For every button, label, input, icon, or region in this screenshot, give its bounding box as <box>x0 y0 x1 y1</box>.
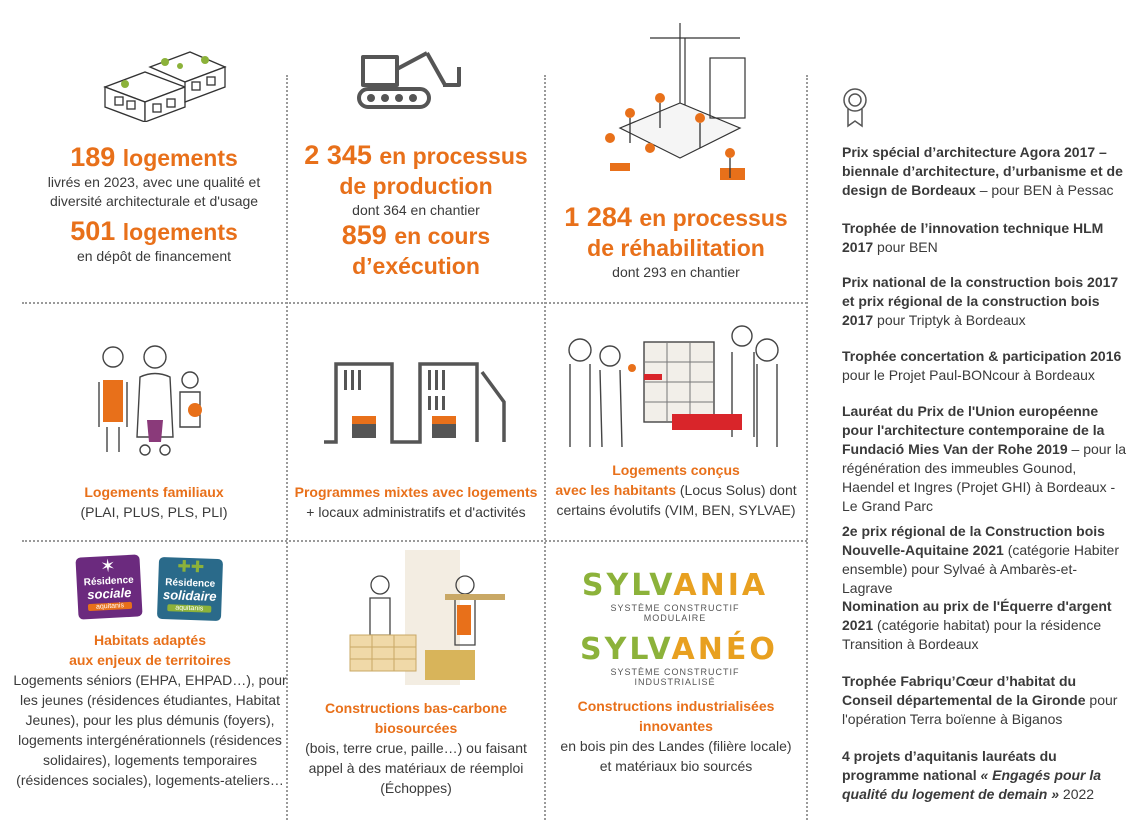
award-detail: pour le Projet Paul-BONcour à Bordeaux <box>842 367 1095 383</box>
industrialized-construction <box>546 696 806 776</box>
logo1-brand: aquitanis <box>88 602 132 611</box>
adapted-line-4: logements intergénérationnels (résidences <box>18 732 282 748</box>
production-stat <box>288 140 544 281</box>
delivered-number: 189 <box>70 142 116 172</box>
rehab-unit: en processus <box>639 205 788 231</box>
award-item <box>842 747 1127 804</box>
adapted-housing <box>12 630 288 790</box>
co-design-icon <box>562 322 787 452</box>
award-title: Trophée concertation & participation 2016 <box>842 348 1122 364</box>
industrialized-line-2: et matériaux bio sourcés <box>599 758 753 774</box>
award-title: Prix national de la construction bois 2017 et prix régional de la construction bois 2017 <box>842 274 1119 328</box>
logo2-brand: aquitanis <box>167 604 211 613</box>
sylvaneo-subtitle: SYSTÈME CONSTRUCTIF INDUSTRIALISÉ <box>610 667 740 687</box>
financing-unit: logements <box>122 219 238 245</box>
logo1-line2: sociale <box>86 584 132 603</box>
award-item <box>842 273 1127 330</box>
family-housing-title: Logements familiaux <box>84 484 224 500</box>
award-detail: (catégorie habitat) pour la résidence Transition à Bordeaux <box>842 617 1102 652</box>
rehab-desc: dont 293 en chantier <box>612 264 740 280</box>
biosourced-line-1: (bois, terre crue, paille…) ou faisant <box>305 740 527 756</box>
excavator-icon <box>355 45 475 113</box>
co-designed-title-2: avec les habitants <box>555 482 676 498</box>
logo1-line1: Résidence <box>83 574 134 589</box>
delivered-stat <box>22 142 286 266</box>
award-italic: « Engagés pour la qualité du logement de demain » <box>842 767 1102 802</box>
co-designed-title-1: Logements conçus <box>612 462 740 478</box>
adapted-title-2: aux enjeux de territoires <box>69 652 231 668</box>
award-title: Trophée de l’innovation technique HLM 2017 <box>842 220 1104 255</box>
adapted-line-3: Jeunes), pour les plus démunis (foyers), <box>25 712 275 728</box>
sylvania-subtitle: SYSTÈME CONSTRUCTIF MODULAIRE <box>610 603 740 623</box>
buildings-icon <box>95 42 235 122</box>
residence-sociale-logo <box>75 554 142 619</box>
mixed-programs-icon <box>322 362 507 447</box>
family-housing <box>22 482 286 522</box>
award-detail: pour BEN <box>873 239 938 255</box>
execution-unit: en cours <box>394 223 491 249</box>
sylvaneo-part-b: ANÉO <box>671 632 778 667</box>
award-title: Lauréat du Prix de l'Union européenne pour l'architecture contemporaine de la Fundació Mies Van der Rohe 2019 <box>842 403 1105 457</box>
award-item <box>842 402 1127 516</box>
award-item <box>842 143 1127 200</box>
divider-h2 <box>22 540 807 542</box>
production-unit: en processus <box>379 143 528 169</box>
production-desc: dont 364 en chantier <box>352 202 480 218</box>
co-designed-text-2: certains évolutifs (VIM, BEN, SYLVAE) <box>556 502 796 518</box>
production-unit-2: de production <box>339 173 493 199</box>
logo2-line2: solidaire <box>162 587 217 604</box>
family-housing-text: (PLAI, PLUS, PLS, PLI) <box>80 504 228 520</box>
divider-v3 <box>806 75 808 820</box>
financing-desc: en dépôt de financement <box>76 248 232 264</box>
award-detail: pour l'opération Terra boïenne à Biganos <box>842 692 1118 727</box>
award-item <box>842 219 1127 257</box>
rehab-stat <box>546 202 806 282</box>
residence-solidaire-logo <box>157 557 223 621</box>
award-medal-icon <box>840 86 870 128</box>
logo2-line1: Résidence <box>164 577 216 590</box>
biosourced-line-2: appel à des matériaux de réemploi <box>308 760 524 776</box>
production-number: 2 345 <box>304 140 372 170</box>
adapted-line-6: (résidences sociales), logements-ateliers… <box>16 772 284 788</box>
biosourced-line-3: (Échoppes) <box>380 780 452 796</box>
award-item <box>842 672 1127 729</box>
execution-number: 859 <box>341 220 387 250</box>
sylvaneo-logo <box>580 632 778 687</box>
group-icon: ✚✚ <box>177 558 205 577</box>
sylvania-logo <box>580 568 770 623</box>
mixed-programs-title: Programmes mixtes avec logements <box>294 484 538 500</box>
award-item <box>842 347 1127 385</box>
adapted-line-5: solidaires), logements temporaires <box>43 752 257 768</box>
execution-unit-2: d’exécution <box>352 253 480 279</box>
rehab-number: 1 284 <box>564 202 632 232</box>
award-item <box>842 597 1127 654</box>
renovation-site-icon <box>590 18 770 193</box>
biosourced-construction-icon <box>345 550 515 685</box>
award-title: 2e prix régional de la Construction bois Nouvelle-Aquitaine 2021 <box>842 523 1105 558</box>
adapted-line-1: Logements séniors (EHPA, EHPAD…), pour <box>13 672 287 688</box>
award-detail: pour Triptyk à Bordeaux <box>873 312 1026 328</box>
mixed-programs-text: + locaux administratifs et d'activités <box>306 504 526 520</box>
award-detail: (catégorie Habiter ensemble) pour Sylvaé à Ambarès-et-Lagrave <box>842 542 1119 596</box>
sylvania-part-a: SYLV <box>581 568 674 603</box>
award-title: Prix spécial d’architecture Agora 2017 – biennale d’architecture, d’urbanisme et de design de Bordeaux <box>842 144 1123 198</box>
award-title: Nomination au prix de l'Équerre d'argent 2021 <box>842 598 1112 633</box>
award-detail: – pour BEN à Pessac <box>975 182 1114 198</box>
person-icon: ✶ <box>99 555 116 577</box>
award-detail: – pour la régénération des immeubles Gounod, Haendel et Ingres (Projet GHI) à Bordeaux - Le Grand Parc <box>842 441 1127 514</box>
award-detail: 2022 <box>1059 786 1095 802</box>
financing-number: 501 <box>70 216 116 246</box>
award-title: 4 projets d’aquitanis lauréats du programme national <box>842 748 1057 783</box>
delivered-unit: logements <box>122 145 238 171</box>
sylvania-part-b: ANIA <box>673 568 769 603</box>
award-title: Trophée Fabriqu’Cœur d’habitat du Conseil départemental de la Gironde <box>842 673 1086 708</box>
award-item <box>842 522 1127 598</box>
mixed-programs <box>288 482 544 522</box>
biosourced-construction <box>288 698 544 798</box>
adapted-line-2: les jeunes (résidences étudiantes, Habitat <box>20 692 280 708</box>
adapted-title-1: Habitats adaptés <box>93 632 207 648</box>
family-icon <box>95 342 215 462</box>
sylvaneo-part-a: SYLV <box>580 632 672 667</box>
divider-h1 <box>22 302 807 304</box>
industrialized-title: Constructions industrialisées innovantes <box>577 698 775 734</box>
delivered-desc-1: livrés en 2023, avec une qualité et <box>47 174 261 190</box>
co-designed-text-1: (Locus Solus) dont <box>676 482 797 498</box>
delivered-desc-2: diversité architecturale et d'usage <box>49 193 259 209</box>
co-designed-housing <box>546 460 806 520</box>
biosourced-title: Constructions bas-carbone biosourcées <box>324 700 508 736</box>
rehab-unit-2: de réhabilitation <box>587 235 765 261</box>
industrialized-line-1: en bois pin des Landes (filière locale) <box>560 738 792 754</box>
